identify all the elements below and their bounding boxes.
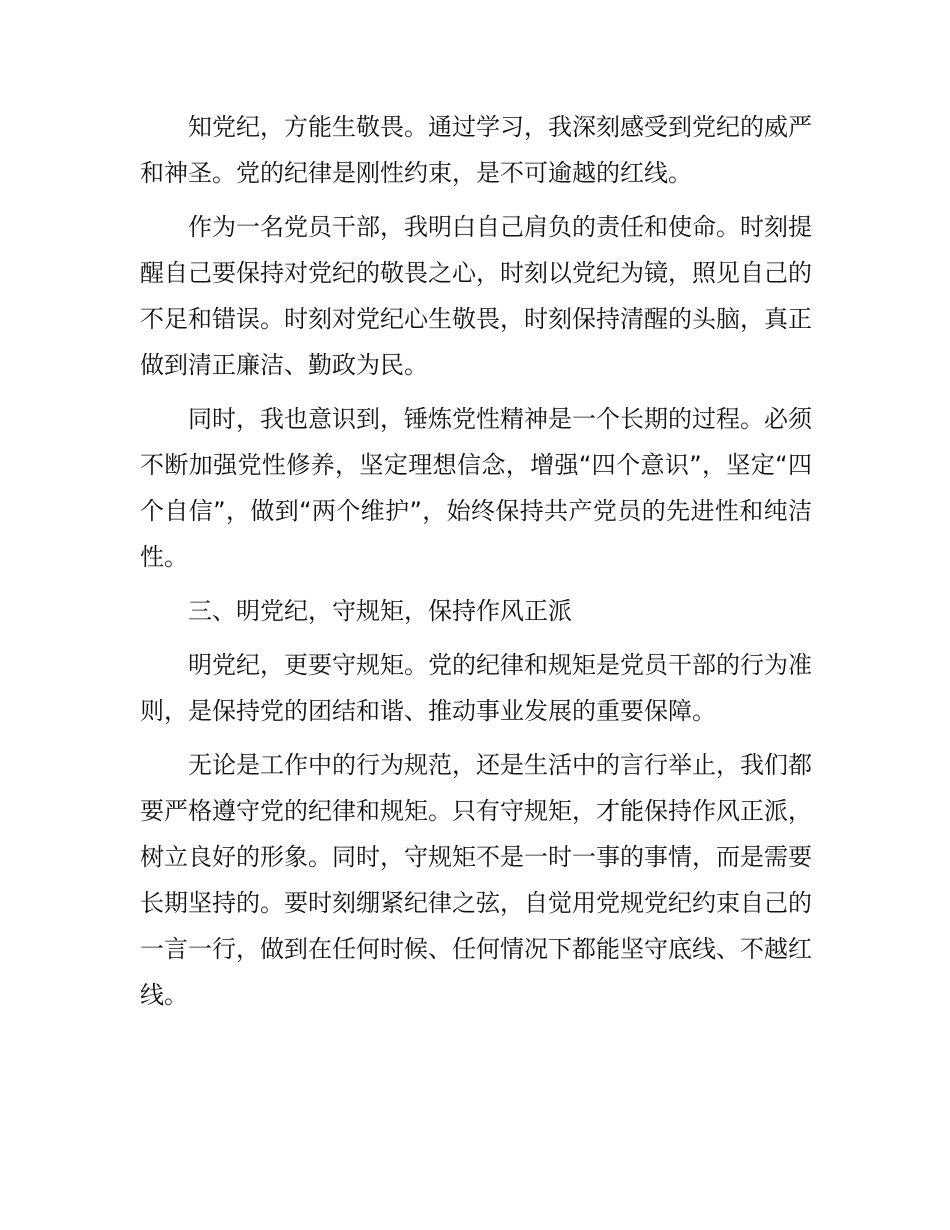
paragraph-1: 知党纪，方能生敬畏。通过学习，我深刻感受到党纪的威严和神圣。党的纪律是刚性约束，是不可逾越的红线。 (140, 113, 812, 187)
section-paragraph-1: 明党纪，更要守规矩。党的纪律和规矩是党员干部的行为准则，是保持党的团结和谐、推动事业发展的重要保障。 (140, 651, 812, 725)
section-heading: 三、明党纪，守规矩，保持作风正派 (188, 597, 572, 625)
section-paragraph-2: 无论是工作中的行为规范，还是生活中的言行举止，我们都要严格遵守党的纪律和规矩。只有守规矩，才能保持作风正派，树立良好的形象。同时，守规矩不是一时一事的事情，而是需要长期坚持的。要时刻绷紧纪律之弦，自觉用党规党纪约束自己的一言一行，做到在任何时候、任何情况下都能坚守底线、不越红线。 (140, 751, 812, 1009)
document-body (140, 104, 812, 1026)
paragraph-2: 作为一名党员干部，我明白自己肩负的责任和使命。时刻提醒自己要保持对党纪的敬畏之心，时刻以党纪为镜，照见自己的不足和错误。时刻对党纪心生敬畏，时刻保持清醒的头脑，真正做到清正廉洁、勤政为民。 (140, 213, 812, 379)
paragraph-3: 同时，我也意识到，锤炼党性精神是一个长期的过程。必须不断加强党性修养，坚定理想信念，增强“四个意识”，坚定“四个自信”，做到“两个维护”，始终保持共产党员的先进性和纯洁性。 (140, 405, 812, 571)
